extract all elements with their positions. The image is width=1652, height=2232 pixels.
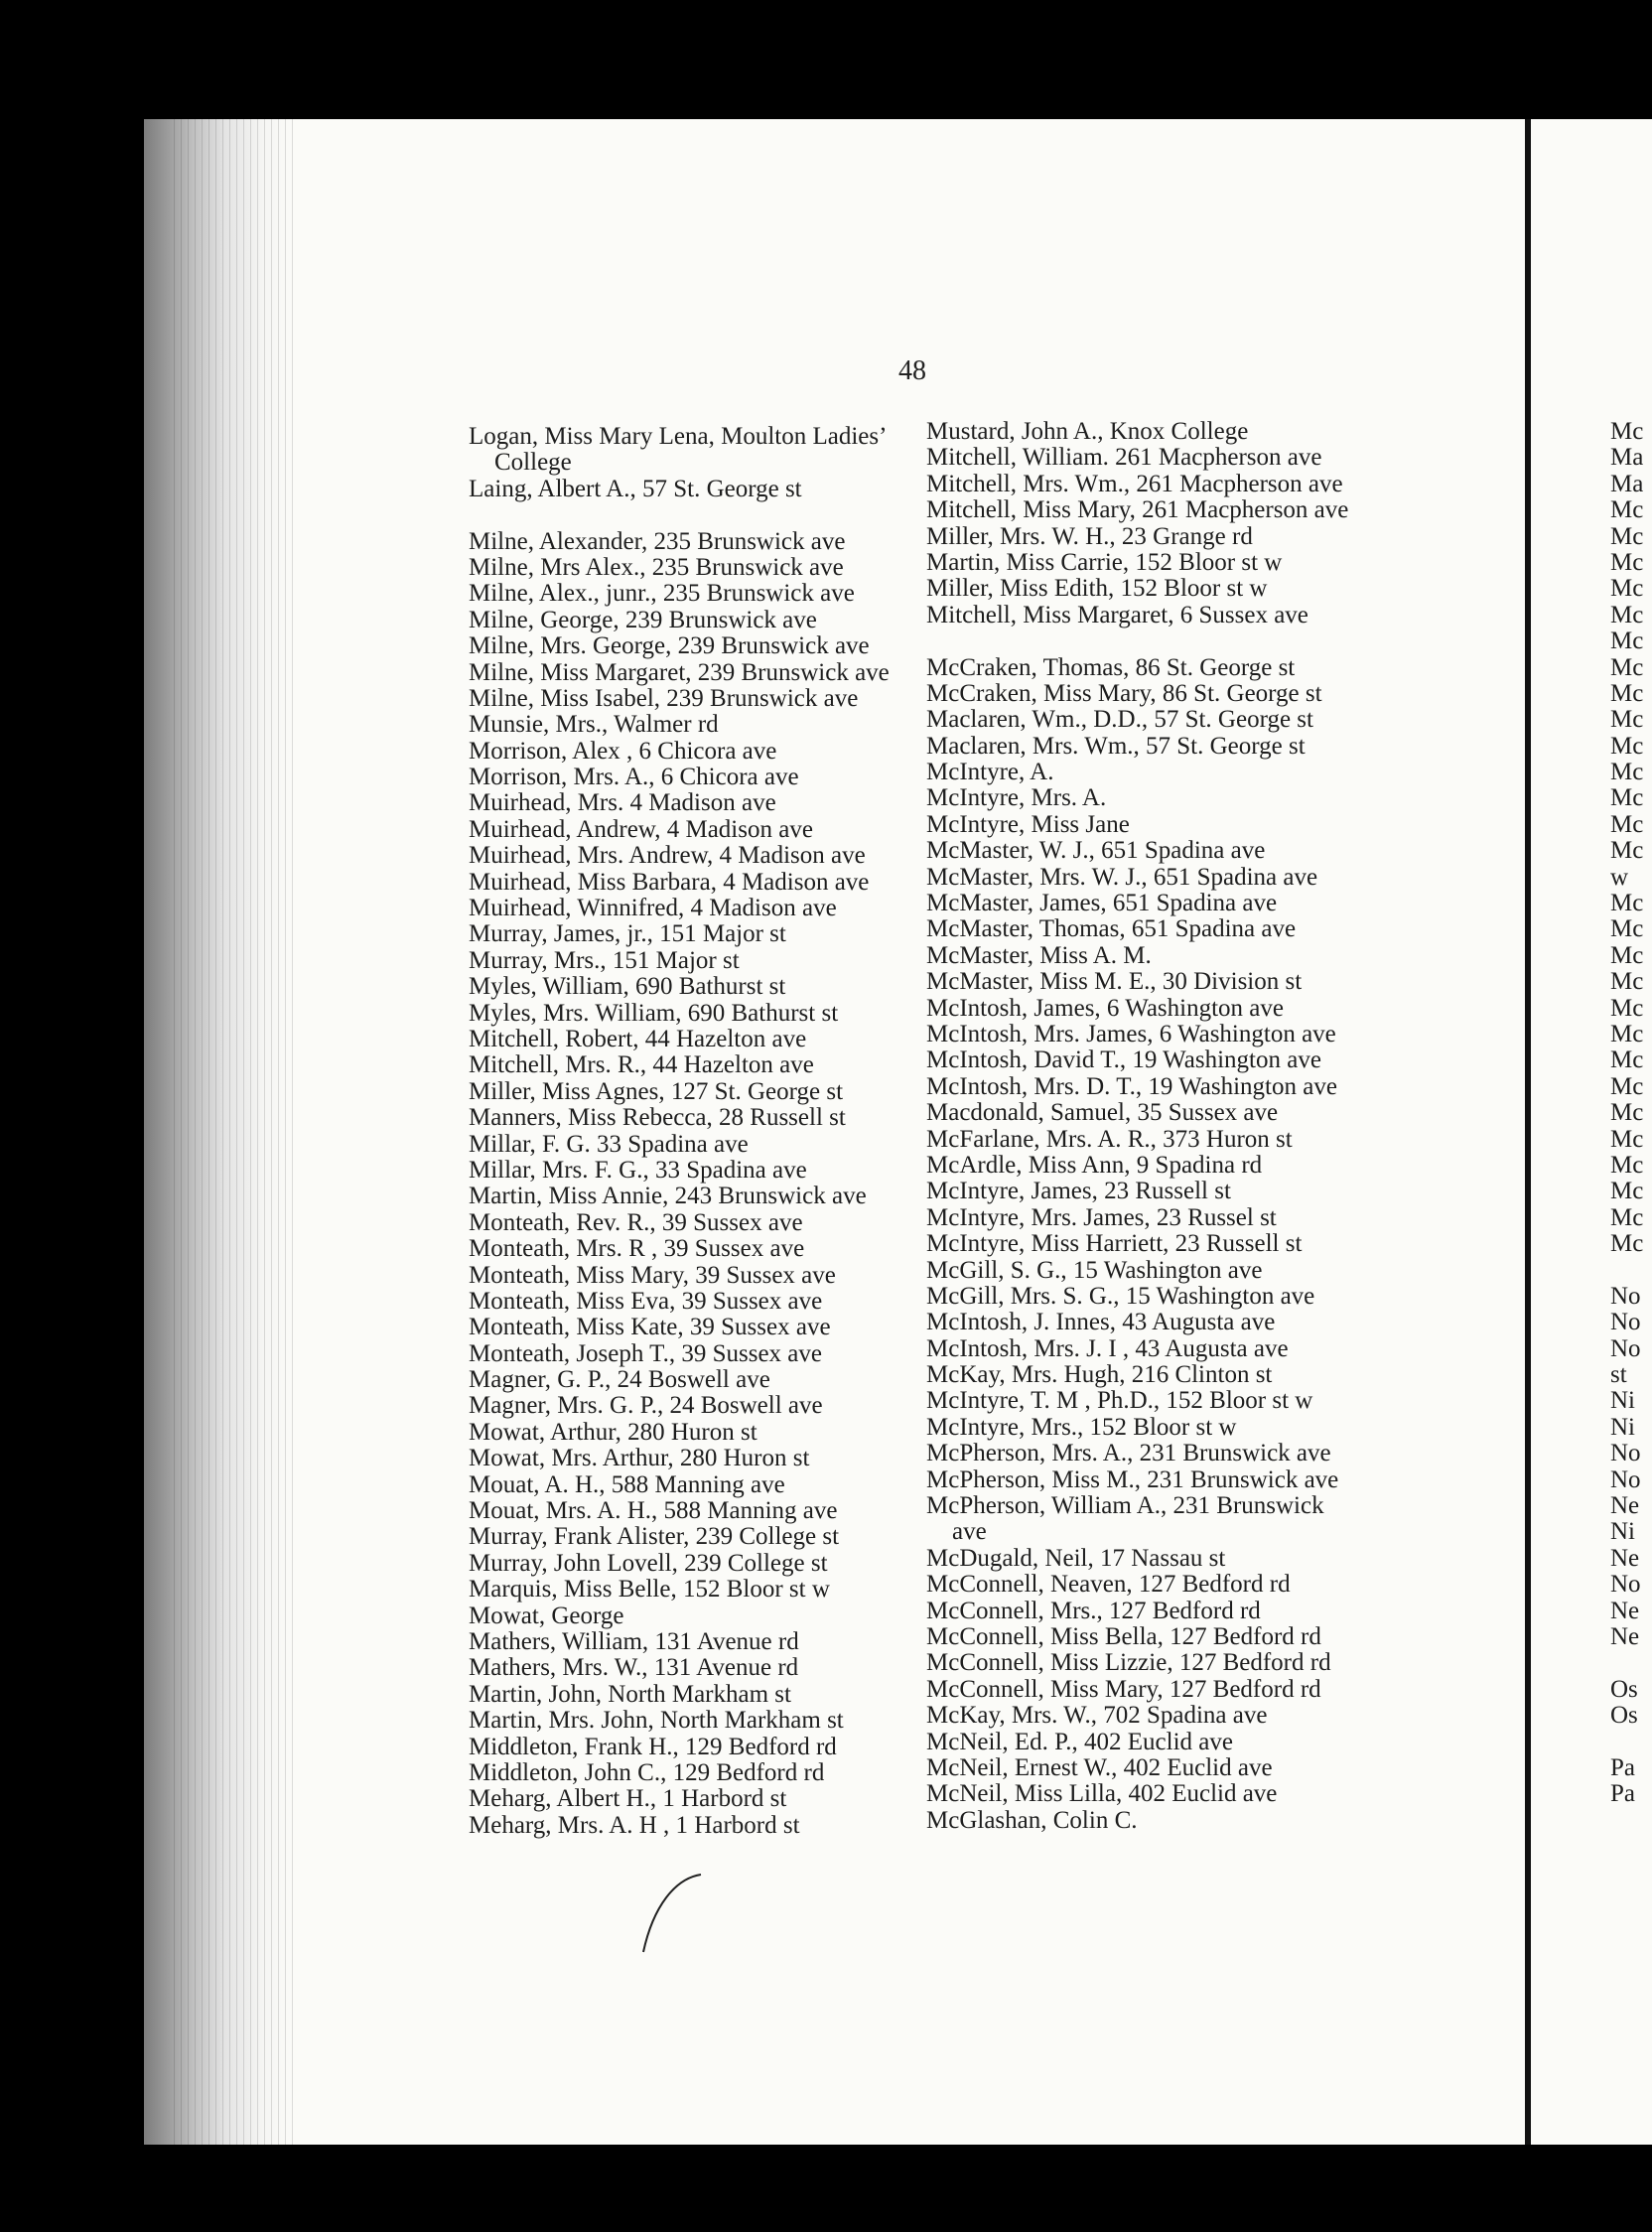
- directory-entry: Mowat, George: [469, 1602, 624, 1629]
- directory-entry: McGlashan, Colin C.: [926, 1806, 1138, 1834]
- directory-entry: Marquis, Miss Belle, 152 Bloor st w: [469, 1576, 830, 1604]
- directory-entry: Mouat, A. H., 588 Manning ave: [469, 1470, 785, 1498]
- directory-entry: Macdonald, Samuel, 35 Sussex ave: [926, 1099, 1279, 1127]
- directory-entry: Mc: [1610, 548, 1644, 576]
- directory-entry: Meharg, Albert H., 1 Harbord st: [469, 1785, 787, 1813]
- directory-entry: McIntosh, Mrs. James, 6 Washington ave: [926, 1020, 1336, 1047]
- blank-line: [1610, 1650, 1652, 1676]
- directory-entry: McMaster, Thomas, 651 Spadina ave: [926, 915, 1297, 943]
- directory-entry: Pa: [1610, 1753, 1635, 1781]
- directory-entry: Murray, James, jr., 151 Major st: [469, 920, 786, 948]
- blank-line: [469, 502, 905, 528]
- directory-entry: No: [1610, 1465, 1641, 1493]
- directory-entry: Mc: [1610, 732, 1644, 760]
- blank-line: [1610, 1730, 1652, 1755]
- directory-entry: Mowat, Arthur, 280 Huron st: [469, 1418, 757, 1446]
- directory-entry: McFarlane, Mrs. A. R., 373 Huron st: [926, 1125, 1293, 1153]
- directory-entry: Monteath, Mrs. R , 39 Sussex ave: [469, 1235, 805, 1263]
- directory-entry: McDugald, Neil, 17 Nassau st: [926, 1544, 1226, 1572]
- directory-entry: Mc: [1610, 1203, 1644, 1231]
- directory-entry: Mitchell, Mrs. Wm., 261 Macpherson ave: [926, 470, 1343, 497]
- directory-entry: Maclaren, Wm., D.D., 57 St. George st: [926, 706, 1313, 734]
- directory-entry: Mitchell, Robert, 44 Hazelton ave: [469, 1025, 807, 1052]
- directory-entry: No: [1610, 1282, 1641, 1310]
- directory-entry: McNeil, Ed. P., 402 Euclid ave: [926, 1728, 1233, 1755]
- directory-entry: ave: [952, 1518, 987, 1546]
- directory-entry: Mc: [1610, 496, 1644, 524]
- directory-entry: McPherson, Mrs. A., 231 Brunswick ave: [926, 1440, 1331, 1467]
- directory-entry: McMaster, Mrs. W. J., 651 Spadina ave: [926, 863, 1318, 891]
- directory-entry: Martin, Miss Annie, 243 Brunswick ave: [469, 1183, 867, 1210]
- directory-entry: Manners, Miss Rebecca, 28 Russell st: [469, 1104, 846, 1132]
- directory-entry: Meharg, Mrs. A. H , 1 Harbord st: [469, 1811, 800, 1839]
- directory-entry: Monteath, Miss Kate, 39 Sussex ave: [469, 1314, 831, 1341]
- directory-entry: Laing, Albert A., 57 St. George st: [469, 475, 802, 502]
- directory-entry: Mathers, William, 131 Avenue rd: [469, 1627, 799, 1655]
- directory-entry: Mc: [1610, 575, 1644, 603]
- directory-entry: Monteath, Miss Mary, 39 Sussex ave: [469, 1261, 836, 1289]
- directory-entry: Magner, G. P., 24 Boswell ave: [469, 1366, 770, 1394]
- directory-entry: Morrison, Alex , 6 Chicora ave: [469, 737, 777, 765]
- directory-column-right-partial: [1610, 419, 1652, 1808]
- directory-entry: Monteath, Rev. R., 39 Sussex ave: [469, 1208, 803, 1236]
- directory-entry: McGill, S. G., 15 Washington ave: [926, 1256, 1263, 1284]
- directory-entry: McIntyre, Miss Harriett, 23 Russell st: [926, 1230, 1303, 1258]
- directory-entry: McIntyre, Miss Jane: [926, 810, 1130, 838]
- directory-entry: Muirhead, Mrs. 4 Madison ave: [469, 789, 776, 817]
- directory-entry: Ma: [1610, 470, 1644, 497]
- directory-entry: Mc: [1610, 784, 1644, 812]
- directory-entry: Mc: [1610, 419, 1644, 445]
- directory-column-middle: [926, 419, 1373, 1834]
- directory-entry: Muirhead, Winnifred, 4 Madison ave: [469, 895, 837, 922]
- directory-entry: Logan, Miss Mary Lena, Moulton Ladies’: [469, 423, 888, 450]
- directory-entry: No: [1610, 1571, 1641, 1599]
- directory-entry: Mc: [1610, 1125, 1644, 1153]
- directory-entry: McKay, Mrs. W., 702 Spadina ave: [926, 1702, 1268, 1730]
- directory-entry: Mc: [1610, 1099, 1644, 1127]
- directory-entry: Mc: [1610, 1020, 1644, 1047]
- pencil-mark: [635, 1857, 705, 1966]
- directory-entry: College: [494, 449, 572, 477]
- directory-entry: Mc: [1610, 1151, 1644, 1179]
- directory-entry: McGill, Mrs. S. G., 15 Washington ave: [926, 1282, 1315, 1310]
- directory-entry: McNeil, Ernest W., 402 Euclid ave: [926, 1753, 1273, 1781]
- directory-entry: Os: [1610, 1702, 1638, 1730]
- directory-entry: Milne, Miss Isabel, 239 Brunswick ave: [469, 684, 859, 712]
- directory-entry: Mc: [1610, 679, 1644, 707]
- directory-entry: Ma: [1610, 444, 1644, 472]
- directory-entry: Miller, Mrs. W. H., 23 Grange rd: [926, 522, 1253, 550]
- directory-entry: McIntyre, Mrs., 152 Bloor st w: [926, 1413, 1237, 1441]
- directory-entry: McArdle, Miss Ann, 9 Spadina rd: [926, 1151, 1263, 1179]
- directory-entry: McCraken, Thomas, 86 St. George st: [926, 653, 1296, 681]
- directory-entry: Milne, Mrs. George, 239 Brunswick ave: [469, 632, 870, 660]
- directory-entry: Muirhead, Andrew, 4 Madison ave: [469, 815, 813, 843]
- directory-entry: No: [1610, 1309, 1641, 1336]
- directory-entry: McIntosh, Mrs. J. I , 43 Augusta ave: [926, 1334, 1289, 1362]
- directory-entry: Mc: [1610, 601, 1644, 628]
- directory-entry: Mc: [1610, 1046, 1644, 1074]
- directory-entry: Mitchell, Miss Margaret, 6 Sussex ave: [926, 601, 1308, 628]
- directory-entry: Miller, Miss Edith, 152 Bloor st w: [926, 575, 1268, 603]
- directory-entry: Muirhead, Mrs. Andrew, 4 Madison ave: [469, 842, 866, 870]
- directory-entry: Morrison, Mrs. A., 6 Chicora ave: [469, 764, 799, 791]
- directory-entry: Mc: [1610, 1230, 1644, 1258]
- blank-line: [926, 628, 1373, 654]
- directory-entry: McIntosh, J. Innes, 43 Augusta ave: [926, 1309, 1276, 1336]
- directory-entry: Mouat, Mrs. A. H., 588 Manning ave: [469, 1497, 838, 1525]
- directory-entry: McIntosh, James, 6 Washington ave: [926, 994, 1284, 1022]
- directory-entry: McKay, Mrs. Hugh, 216 Clinton st: [926, 1361, 1273, 1389]
- directory-entry: Milne, Miss Margaret, 239 Brunswick ave: [469, 658, 890, 686]
- directory-entry: Mitchell, Miss Mary, 261 Macpherson ave: [926, 496, 1349, 524]
- directory-entry: No: [1610, 1334, 1641, 1362]
- directory-entry: Monteath, Miss Eva, 39 Sussex ave: [469, 1287, 823, 1315]
- directory-entry: Millar, F. G. 33 Spadina ave: [469, 1130, 749, 1158]
- directory-entry: Martin, John, North Markham st: [469, 1680, 791, 1708]
- directory-entry: Ne: [1610, 1597, 1640, 1624]
- directory-entry: Mc: [1610, 653, 1644, 681]
- directory-entry: McMaster, James, 651 Spadina ave: [926, 890, 1278, 917]
- directory-entry: McIntyre, A.: [926, 759, 1054, 786]
- directory-entry: Munsie, Mrs., Walmer rd: [469, 711, 719, 739]
- directory-entry: Martin, Miss Carrie, 152 Bloor st w: [926, 548, 1283, 576]
- directory-entry: McConnell, Mrs., 127 Bedford rd: [926, 1597, 1261, 1624]
- directory-entry: Ni: [1610, 1518, 1635, 1546]
- directory-entry: Pa: [1610, 1780, 1635, 1808]
- directory-entry: Myles, Mrs. William, 690 Bathurst st: [469, 999, 839, 1027]
- directory-entry: No: [1610, 1440, 1641, 1467]
- directory-entry: Mustard, John A., Knox College: [926, 418, 1249, 445]
- directory-entry: Mathers, Mrs. W., 131 Avenue rd: [469, 1654, 799, 1682]
- directory-entry: Mc: [1610, 994, 1644, 1022]
- directory-entry: Mitchell, William. 261 Macpherson ave: [926, 444, 1322, 472]
- directory-entry: Mc: [1610, 1072, 1644, 1100]
- directory-entry: Martin, Mrs. John, North Markham st: [469, 1707, 844, 1735]
- directory-entry: Murray, John Lovell, 239 College st: [469, 1549, 828, 1577]
- directory-entry: st: [1610, 1361, 1627, 1389]
- directory-entry: Miller, Miss Agnes, 127 St. George st: [469, 1077, 844, 1105]
- directory-entry: Myles, William, 690 Bathurst st: [469, 973, 786, 1001]
- directory-entry: McIntyre, T. M , Ph.D., 152 Bloor st w: [926, 1387, 1313, 1415]
- directory-entry: Mc: [1610, 522, 1644, 550]
- directory-entry: McMaster, W. J., 651 Spadina ave: [926, 837, 1266, 865]
- directory-entry: Magner, Mrs. G. P., 24 Boswell ave: [469, 1392, 823, 1420]
- directory-entry: Mitchell, Mrs. R., 44 Hazelton ave: [469, 1051, 814, 1079]
- directory-entry: McIntyre, Mrs. A.: [926, 784, 1107, 812]
- directory-entry: Ni: [1610, 1413, 1635, 1441]
- directory-entry: Os: [1610, 1675, 1638, 1703]
- directory-entry: McIntyre, Mrs. James, 23 Russel st: [926, 1203, 1277, 1231]
- directory-entry: McCraken, Miss Mary, 86 St. George st: [926, 679, 1322, 707]
- directory-entry: Mc: [1610, 890, 1644, 917]
- directory-entry: Mc: [1610, 915, 1644, 943]
- directory-entry: Milne, George, 239 Brunswick ave: [469, 606, 817, 633]
- directory-entry: McIntyre, James, 23 Russell st: [926, 1178, 1231, 1205]
- directory-entry: Muirhead, Miss Barbara, 4 Madison ave: [469, 868, 870, 896]
- page-edges: [174, 119, 293, 2145]
- directory-entry: Millar, Mrs. F. G., 33 Spadina ave: [469, 1156, 807, 1184]
- directory-entry: Milne, Alex., junr., 235 Brunswick ave: [469, 580, 855, 608]
- page-gutter: [1525, 119, 1531, 2145]
- directory-entry: Mc: [1610, 968, 1644, 996]
- directory-entry: McConnell, Miss Bella, 127 Bedford rd: [926, 1622, 1321, 1650]
- directory-entry: Maclaren, Mrs. Wm., 57 St. George st: [926, 732, 1306, 760]
- directory-entry: Mc: [1610, 628, 1644, 655]
- directory-entry: Ni: [1610, 1387, 1635, 1415]
- directory-entry: Milne, Mrs Alex., 235 Brunswick ave: [469, 553, 844, 581]
- directory-entry: McConnell, Neaven, 127 Bedford rd: [926, 1571, 1291, 1599]
- directory-entry: Milne, Alexander, 235 Brunswick ave: [469, 527, 846, 555]
- directory-entry: Mc: [1610, 706, 1644, 734]
- directory-entry: McNeil, Miss Lilla, 402 Euclid ave: [926, 1780, 1278, 1808]
- directory-entry: w: [1610, 863, 1629, 891]
- page-number: 48: [898, 355, 926, 386]
- directory-entry: McIntosh, Mrs. D. T., 19 Washington ave: [926, 1072, 1337, 1100]
- blank-line: [1610, 1258, 1652, 1284]
- directory-entry: Middleton, Frank H., 129 Bedford rd: [469, 1733, 837, 1760]
- directory-entry: Murray, Frank Alister, 239 College st: [469, 1523, 840, 1551]
- directory-entry: Murray, Mrs., 151 Major st: [469, 946, 740, 974]
- directory-entry: McMaster, Miss M. E., 30 Division st: [926, 968, 1303, 996]
- directory-entry: Middleton, John C., 129 Bedford rd: [469, 1758, 825, 1786]
- directory-entry: Mc: [1610, 941, 1644, 969]
- directory-entry: Mowat, Mrs. Arthur, 280 Huron st: [469, 1445, 810, 1472]
- directory-entry: Ne: [1610, 1622, 1640, 1650]
- directory-entry: McConnell, Miss Mary, 127 Bedford rd: [926, 1675, 1321, 1703]
- directory-entry: Mc: [1610, 810, 1644, 838]
- directory-column-left: [469, 424, 905, 1839]
- directory-entry: Ne: [1610, 1544, 1640, 1572]
- directory-entry: McPherson, Miss M., 231 Brunswick ave: [926, 1465, 1339, 1493]
- directory-entry: Mc: [1610, 759, 1644, 786]
- directory-entry: Mc: [1610, 1178, 1644, 1205]
- directory-entry: McMaster, Miss A. M.: [926, 941, 1152, 969]
- directory-entry: Ne: [1610, 1492, 1640, 1520]
- directory-entry: McIntosh, David T., 19 Washington ave: [926, 1046, 1321, 1074]
- directory-entry: McConnell, Miss Lizzie, 127 Bedford rd: [926, 1649, 1331, 1677]
- directory-entry: Monteath, Joseph T., 39 Sussex ave: [469, 1339, 822, 1367]
- directory-entry: McPherson, William A., 231 Brunswick: [926, 1492, 1324, 1520]
- directory-entry: Mc: [1610, 837, 1644, 865]
